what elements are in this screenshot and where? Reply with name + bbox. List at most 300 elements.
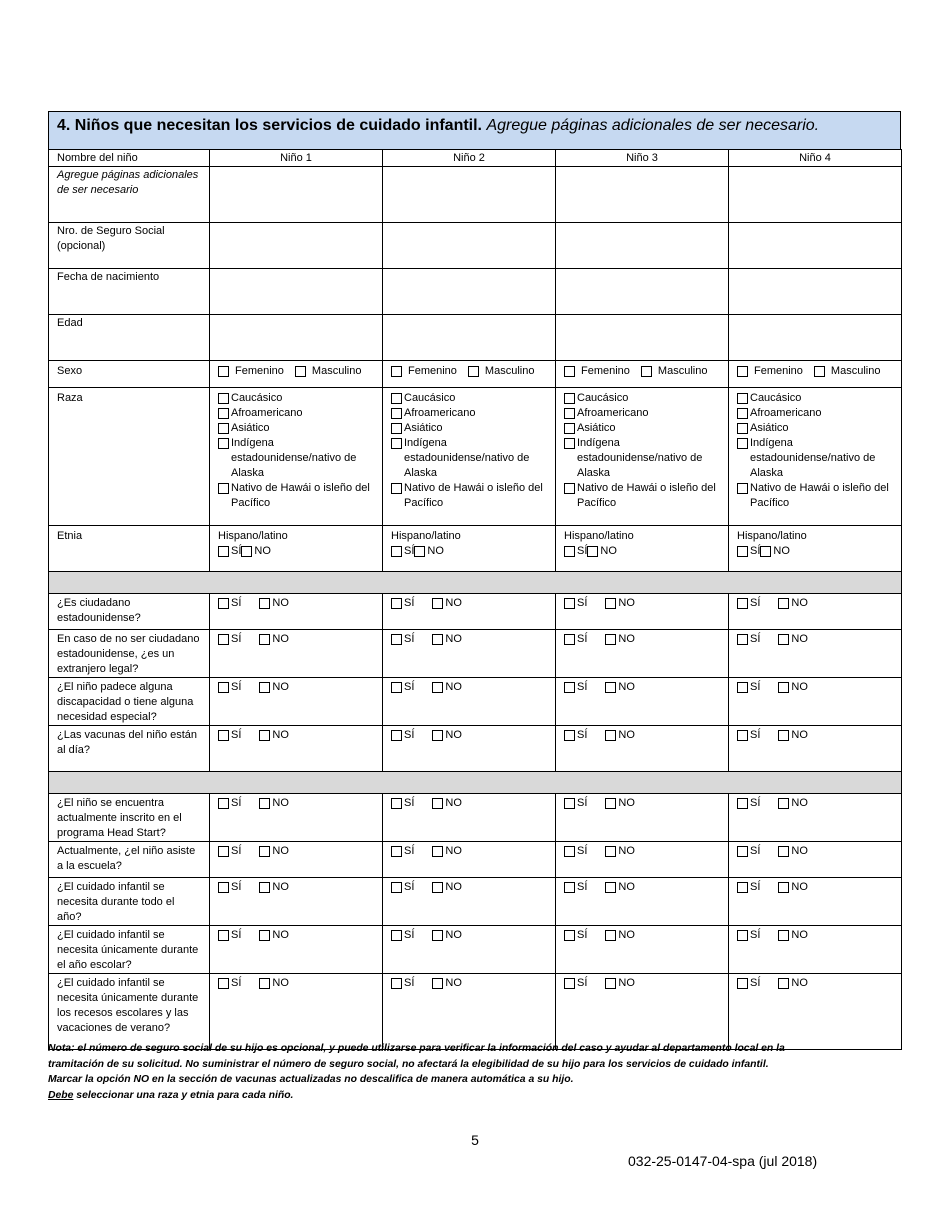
- no-option[interactable]: [432, 976, 462, 991]
- checkbox[interactable]: [259, 978, 270, 989]
- no-option[interactable]: [778, 728, 808, 743]
- checkbox[interactable]: [259, 798, 270, 809]
- yes-option[interactable]: [737, 976, 760, 991]
- no-option[interactable]: [432, 844, 462, 859]
- yes-no-cell: [383, 726, 556, 772]
- checkbox[interactable]: [391, 546, 402, 557]
- race-option-native-american[interactable]: [218, 436, 374, 481]
- question-text: ¿El cuidado infantil se necesita únicamente durante el año escolar?: [57, 929, 199, 971]
- dob-field[interactable]: [556, 269, 729, 315]
- row-label-text: Raza: [57, 392, 83, 404]
- child-column-header: [383, 150, 556, 167]
- no-option[interactable]: [587, 544, 617, 559]
- option-label: SÍ: [577, 597, 588, 609]
- yes-option[interactable]: [564, 976, 587, 991]
- checkbox[interactable]: [468, 366, 479, 377]
- no-option[interactable]: [605, 928, 635, 943]
- yes-option[interactable]: [564, 844, 587, 859]
- yes-option[interactable]: [737, 880, 760, 895]
- yes-option[interactable]: [564, 728, 587, 743]
- no-option[interactable]: [605, 880, 635, 895]
- yes-no-options: [218, 928, 374, 943]
- name-note: Agregue páginas adicionales de ser necesario: [57, 169, 199, 196]
- yes-option[interactable]: [218, 880, 241, 895]
- race-row: [49, 388, 902, 526]
- yes-option[interactable]: [218, 796, 241, 811]
- checkbox[interactable]: [605, 598, 616, 609]
- race-option-caucasian[interactable]: [218, 391, 374, 406]
- yes-option[interactable]: [391, 928, 414, 943]
- age-field[interactable]: [383, 315, 556, 361]
- checkbox[interactable]: [737, 846, 748, 857]
- checkbox[interactable]: [564, 393, 575, 404]
- checkbox[interactable]: [391, 682, 402, 693]
- checkbox[interactable]: [564, 682, 575, 693]
- checkbox[interactable]: [564, 634, 575, 645]
- no-option[interactable]: [259, 880, 289, 895]
- female-option[interactable]: [564, 364, 630, 379]
- ethnicity-label: Hispano/latino: [218, 530, 288, 542]
- no-option[interactable]: [778, 880, 808, 895]
- option-label: Asiático: [577, 422, 616, 434]
- checkbox[interactable]: [391, 846, 402, 857]
- checkbox[interactable]: [605, 978, 616, 989]
- yes-option[interactable]: [218, 680, 241, 695]
- checkbox[interactable]: [259, 598, 270, 609]
- male-option[interactable]: [468, 364, 535, 379]
- checkbox[interactable]: [737, 730, 748, 741]
- checkbox[interactable]: [605, 930, 616, 941]
- yes-no-options: [737, 880, 893, 895]
- checkbox[interactable]: [737, 393, 748, 404]
- option-label: SÍ: [404, 929, 415, 941]
- yes-no-cell: [383, 926, 556, 974]
- option-label: NO: [618, 633, 635, 645]
- option-label: NO: [272, 681, 289, 693]
- option-label: SÍ: [404, 977, 415, 989]
- yes-option[interactable]: [737, 844, 760, 859]
- option-label: Masculino: [311, 365, 362, 377]
- checkbox[interactable]: [564, 798, 575, 809]
- race-option-pacific[interactable]: [737, 481, 893, 511]
- dob-field[interactable]: [729, 269, 902, 315]
- ssn-field[interactable]: [729, 223, 902, 269]
- checkbox[interactable]: [218, 682, 229, 693]
- yes-no-options: [218, 632, 374, 647]
- race-option-asian[interactable]: [391, 421, 547, 436]
- checkbox[interactable]: [295, 366, 306, 377]
- checkbox[interactable]: [218, 546, 229, 557]
- checkbox[interactable]: [218, 438, 229, 449]
- no-option[interactable]: [778, 796, 808, 811]
- yes-no-cell: [556, 926, 729, 974]
- row-label-text: Nro. de Seguro Social (opcional): [57, 225, 165, 252]
- child-name-field[interactable]: [556, 167, 729, 223]
- race-option-native-american[interactable]: [737, 436, 893, 481]
- ssn-field[interactable]: [383, 223, 556, 269]
- yes-option[interactable]: [218, 976, 241, 991]
- checkbox[interactable]: [391, 730, 402, 741]
- checkbox[interactable]: [218, 846, 229, 857]
- checkbox[interactable]: [259, 846, 270, 857]
- checkbox[interactable]: [259, 730, 270, 741]
- yes-option[interactable]: [218, 928, 241, 943]
- ethnicity-label: Hispano/latino: [737, 530, 807, 542]
- checkbox[interactable]: [259, 634, 270, 645]
- yes-option[interactable]: [737, 632, 760, 647]
- no-option[interactable]: [259, 728, 289, 743]
- checkbox[interactable]: [259, 930, 270, 941]
- female-option[interactable]: [737, 364, 803, 379]
- checkbox[interactable]: [737, 483, 748, 494]
- yes-no-options: [218, 596, 374, 611]
- no-option[interactable]: [778, 632, 808, 647]
- option-label: SÍ: [577, 845, 588, 857]
- question-label: [49, 726, 210, 772]
- no-option[interactable]: [432, 928, 462, 943]
- yes-no-cell: [556, 878, 729, 926]
- checkbox[interactable]: [587, 546, 598, 557]
- no-option[interactable]: [605, 596, 635, 611]
- yes-option[interactable]: [391, 544, 414, 559]
- yes-option[interactable]: [564, 596, 587, 611]
- yes-no-options: [391, 796, 547, 811]
- race-option-asian[interactable]: [564, 421, 720, 436]
- no-option[interactable]: [605, 796, 635, 811]
- checkbox[interactable]: [218, 366, 229, 377]
- checkbox[interactable]: [737, 423, 748, 434]
- checkbox[interactable]: [605, 682, 616, 693]
- yes-option[interactable]: [218, 596, 241, 611]
- race-option-caucasian[interactable]: [391, 391, 547, 406]
- checkbox[interactable]: [564, 423, 575, 434]
- yes-option[interactable]: [391, 680, 414, 695]
- no-option[interactable]: [778, 844, 808, 859]
- yes-option[interactable]: [564, 680, 587, 695]
- checkbox[interactable]: [391, 366, 402, 377]
- question-row: [49, 678, 902, 726]
- checkbox[interactable]: [778, 682, 789, 693]
- no-option[interactable]: [259, 844, 289, 859]
- no-option[interactable]: [432, 632, 462, 647]
- dob-field[interactable]: [210, 269, 383, 315]
- checkbox[interactable]: [564, 438, 575, 449]
- row-label-text: Sexo: [57, 365, 83, 377]
- checkbox[interactable]: [778, 598, 789, 609]
- option-label: Nativo de Hawái o isleño del Pacífico: [750, 482, 889, 509]
- ethnicity-options: [737, 544, 893, 559]
- no-option[interactable]: [605, 632, 635, 647]
- no-option[interactable]: [778, 680, 808, 695]
- checkbox[interactable]: [778, 730, 789, 741]
- yes-no-cell: [556, 594, 729, 630]
- checkbox[interactable]: [218, 408, 229, 419]
- no-option[interactable]: [760, 544, 790, 559]
- checkbox[interactable]: [564, 882, 575, 893]
- ssn-field[interactable]: [556, 223, 729, 269]
- yes-option[interactable]: [737, 596, 760, 611]
- race-option-native-american[interactable]: [391, 436, 547, 481]
- no-option[interactable]: [259, 928, 289, 943]
- yes-no-cell: [383, 678, 556, 726]
- checkbox[interactable]: [778, 634, 789, 645]
- child-name-field[interactable]: [729, 167, 902, 223]
- checkbox[interactable]: [564, 978, 575, 989]
- yes-option[interactable]: [564, 928, 587, 943]
- no-option[interactable]: [259, 680, 289, 695]
- checkbox[interactable]: [414, 546, 425, 557]
- checkbox[interactable]: [391, 882, 402, 893]
- no-option[interactable]: [259, 796, 289, 811]
- yes-option[interactable]: [391, 976, 414, 991]
- option-label: SÍ: [577, 797, 588, 809]
- race-option-african-american[interactable]: [564, 406, 720, 421]
- checkbox[interactable]: [391, 408, 402, 419]
- checkbox[interactable]: [641, 366, 652, 377]
- option-label: NO: [254, 545, 271, 557]
- checkbox[interactable]: [391, 598, 402, 609]
- checkbox[interactable]: [778, 978, 789, 989]
- checkbox[interactable]: [737, 930, 748, 941]
- checkbox[interactable]: [218, 930, 229, 941]
- race-option-asian[interactable]: [218, 421, 374, 436]
- yes-option[interactable]: [218, 544, 241, 559]
- ethnicity-cell: [210, 526, 383, 572]
- checkbox[interactable]: [737, 882, 748, 893]
- no-option[interactable]: [778, 928, 808, 943]
- question-text: ¿Las vacunas del niño están al día?: [57, 729, 198, 756]
- yes-no-cell: [729, 726, 902, 772]
- option-label: Afroamericano: [404, 407, 476, 419]
- race-option-pacific[interactable]: [218, 481, 374, 511]
- no-option[interactable]: [259, 632, 289, 647]
- sex-cell: [729, 361, 902, 388]
- no-option[interactable]: [605, 728, 635, 743]
- checkbox[interactable]: [564, 846, 575, 857]
- checkbox[interactable]: [737, 598, 748, 609]
- checkbox[interactable]: [259, 882, 270, 893]
- checkbox[interactable]: [737, 798, 748, 809]
- male-option[interactable]: [295, 364, 362, 379]
- checkbox[interactable]: [391, 438, 402, 449]
- checkbox[interactable]: [737, 438, 748, 449]
- no-option[interactable]: [259, 976, 289, 991]
- yes-option[interactable]: [391, 880, 414, 895]
- option-label: NO: [618, 929, 635, 941]
- option-label: SÍ: [577, 977, 588, 989]
- yes-option[interactable]: [737, 544, 760, 559]
- checkbox[interactable]: [432, 682, 443, 693]
- ssn-field[interactable]: [210, 223, 383, 269]
- separator: [49, 772, 902, 794]
- checkbox[interactable]: [391, 978, 402, 989]
- checkbox[interactable]: [391, 423, 402, 434]
- checkbox[interactable]: [241, 546, 252, 557]
- yes-no-cell: [729, 842, 902, 878]
- child-name-field[interactable]: [383, 167, 556, 223]
- option-label: Femenino: [581, 365, 630, 377]
- age-field[interactable]: [210, 315, 383, 361]
- yes-option[interactable]: [564, 796, 587, 811]
- female-option[interactable]: [218, 364, 284, 379]
- checkbox[interactable]: [605, 634, 616, 645]
- yes-option[interactable]: [737, 728, 760, 743]
- no-option[interactable]: [259, 596, 289, 611]
- yes-option[interactable]: [391, 632, 414, 647]
- option-label: SÍ: [231, 597, 242, 609]
- checkbox[interactable]: [564, 598, 575, 609]
- yes-no-options: [218, 728, 374, 743]
- yes-option[interactable]: [564, 544, 587, 559]
- female-option[interactable]: [391, 364, 457, 379]
- yes-option[interactable]: [564, 632, 587, 647]
- checkbox[interactable]: [605, 798, 616, 809]
- child-number: Niño 1: [280, 152, 312, 164]
- race-option-asian[interactable]: [737, 421, 893, 436]
- no-option[interactable]: [432, 880, 462, 895]
- checkbox[interactable]: [605, 730, 616, 741]
- checkbox[interactable]: [391, 798, 402, 809]
- checkbox[interactable]: [259, 682, 270, 693]
- yes-option[interactable]: [391, 796, 414, 811]
- checkbox[interactable]: [218, 483, 229, 494]
- no-option[interactable]: [432, 728, 462, 743]
- race-option-pacific[interactable]: [564, 481, 720, 511]
- checkbox[interactable]: [218, 634, 229, 645]
- checkbox[interactable]: [218, 882, 229, 893]
- checkbox[interactable]: [778, 846, 789, 857]
- no-option[interactable]: [432, 596, 462, 611]
- checkbox[interactable]: [737, 366, 748, 377]
- checkbox[interactable]: [218, 393, 229, 404]
- race-option-african-american[interactable]: [391, 406, 547, 421]
- yes-option[interactable]: [737, 928, 760, 943]
- yes-no-options: [564, 596, 720, 611]
- yes-no-cell: [210, 878, 383, 926]
- yes-option[interactable]: [218, 844, 241, 859]
- option-label: NO: [427, 545, 444, 557]
- option-label: Asiático: [404, 422, 443, 434]
- note-text: seleccionar una raza y etnia para cada niño.: [73, 1089, 294, 1101]
- checkbox[interactable]: [218, 730, 229, 741]
- checkbox[interactable]: [564, 366, 575, 377]
- option-label: SÍ: [231, 977, 242, 989]
- no-option[interactable]: [605, 680, 635, 695]
- checkbox[interactable]: [778, 930, 789, 941]
- race-option-african-american[interactable]: [737, 406, 893, 421]
- yes-option[interactable]: [391, 596, 414, 611]
- checkbox[interactable]: [605, 882, 616, 893]
- race-option-african-american[interactable]: [218, 406, 374, 421]
- checkbox[interactable]: [564, 546, 575, 557]
- child-name-field[interactable]: [210, 167, 383, 223]
- checkbox[interactable]: [432, 882, 443, 893]
- no-option[interactable]: [432, 796, 462, 811]
- question-text: En caso de no ser ciudadano estadounidense, ¿es un extranjero legal?: [57, 633, 200, 675]
- question-label: [49, 794, 210, 842]
- no-option[interactable]: [432, 680, 462, 695]
- ethnicity-options: [564, 544, 720, 559]
- checkbox[interactable]: [564, 730, 575, 741]
- checkbox[interactable]: [564, 930, 575, 941]
- option-label: Afroamericano: [577, 407, 649, 419]
- no-option[interactable]: [605, 976, 635, 991]
- no-option[interactable]: [241, 544, 271, 559]
- question-label: [49, 878, 210, 926]
- checkbox[interactable]: [737, 682, 748, 693]
- checkbox[interactable]: [432, 978, 443, 989]
- no-option[interactable]: [778, 976, 808, 991]
- yes-option[interactable]: [737, 680, 760, 695]
- yes-option[interactable]: [218, 728, 241, 743]
- option-label: NO: [618, 845, 635, 857]
- checkbox[interactable]: [432, 798, 443, 809]
- checkbox[interactable]: [218, 798, 229, 809]
- checkbox[interactable]: [218, 978, 229, 989]
- checkbox[interactable]: [737, 408, 748, 419]
- race-option-native-american[interactable]: [564, 436, 720, 481]
- age-field[interactable]: [729, 315, 902, 361]
- checkbox[interactable]: [432, 634, 443, 645]
- form-code: 032-25-0147-04-spa (jul 2018): [628, 1153, 818, 1169]
- checkbox[interactable]: [737, 978, 748, 989]
- checkbox[interactable]: [778, 798, 789, 809]
- checkbox[interactable]: [391, 930, 402, 941]
- checkbox[interactable]: [564, 408, 575, 419]
- checkbox[interactable]: [432, 930, 443, 941]
- option-label: SÍ: [231, 545, 242, 557]
- checkbox[interactable]: [737, 546, 748, 557]
- checkbox[interactable]: [391, 483, 402, 494]
- option-label: SÍ: [577, 681, 588, 693]
- checkbox[interactable]: [432, 730, 443, 741]
- checkbox[interactable]: [432, 598, 443, 609]
- checkbox[interactable]: [218, 598, 229, 609]
- yes-option[interactable]: [737, 796, 760, 811]
- checkbox[interactable]: [391, 634, 402, 645]
- question-row: [49, 794, 902, 842]
- checkbox[interactable]: [814, 366, 825, 377]
- checkbox[interactable]: [605, 846, 616, 857]
- age-field[interactable]: [556, 315, 729, 361]
- yes-option[interactable]: [564, 880, 587, 895]
- checkbox[interactable]: [737, 634, 748, 645]
- option-label: Caucásico: [404, 392, 456, 404]
- checkbox[interactable]: [778, 882, 789, 893]
- row-label: [49, 269, 210, 315]
- no-option[interactable]: [414, 544, 444, 559]
- yes-option[interactable]: [218, 632, 241, 647]
- race-option-caucasian[interactable]: [737, 391, 893, 406]
- checkbox[interactable]: [391, 393, 402, 404]
- male-option[interactable]: [814, 364, 881, 379]
- yes-option[interactable]: [391, 844, 414, 859]
- race-option-pacific[interactable]: [391, 481, 547, 511]
- checkbox[interactable]: [564, 483, 575, 494]
- checkbox[interactable]: [432, 846, 443, 857]
- option-label: NO: [272, 881, 289, 893]
- race-option-caucasian[interactable]: [564, 391, 720, 406]
- male-option[interactable]: [641, 364, 708, 379]
- dob-field[interactable]: [383, 269, 556, 315]
- yes-no-options: [564, 844, 720, 859]
- yes-option[interactable]: [391, 728, 414, 743]
- checkbox[interactable]: [760, 546, 771, 557]
- option-label: NO: [272, 845, 289, 857]
- checkbox[interactable]: [218, 423, 229, 434]
- no-option[interactable]: [605, 844, 635, 859]
- no-option[interactable]: [778, 596, 808, 611]
